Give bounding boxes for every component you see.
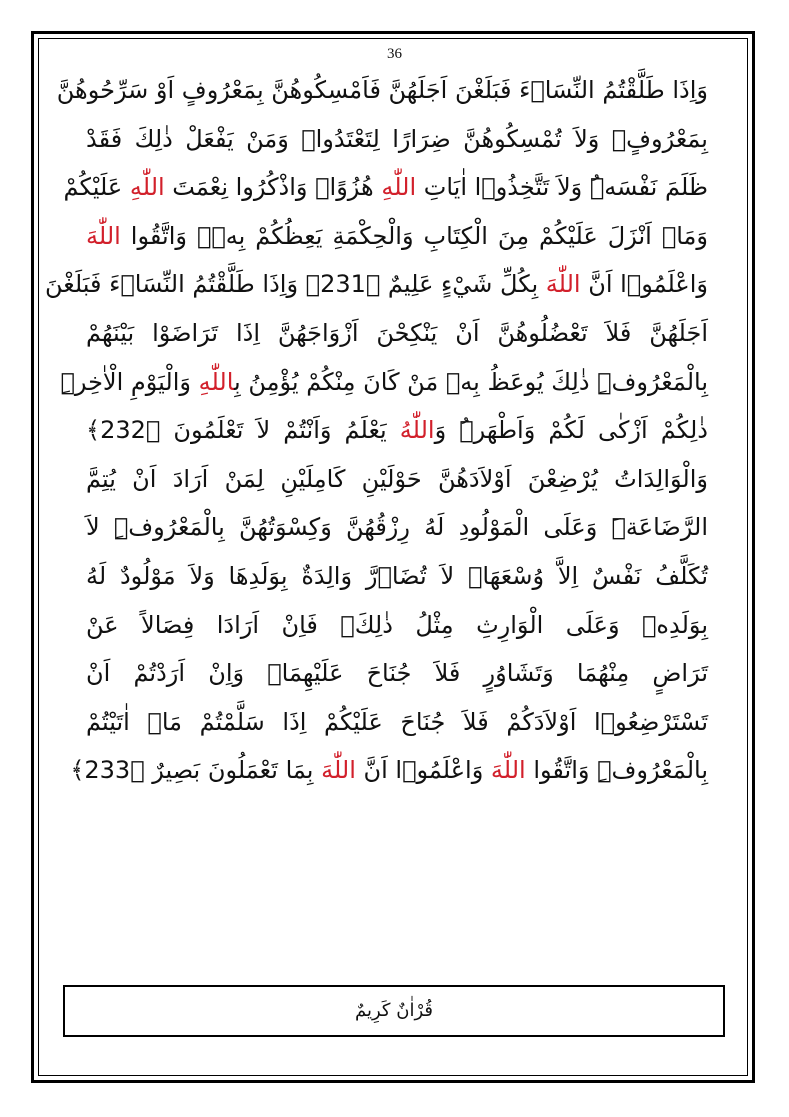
verse-line: تُكَلَّفُ نَفْسٌ اِلاَّ وُسْعَهَاۚ لاَ تُضَاۤرَّ وَالِدَةٌ بِوَلَدِهَا وَلاَ مَوْلُودٌ لَهُ [86,561,708,590]
divine-name: اللّٰه [490,756,526,785]
divine-name: اللّٰه [129,173,165,202]
divine-name: اللّٰه [545,270,581,299]
verse-line: تَرَاضٍ مِنْهُمَا وَتَشَاوُرٍ فَلاَ جُنَاحَ عَلَيْهِمَاۜ وَاِنْ اَرَدْتُمْ اَنْ [86,659,708,688]
page-number: 36 [387,46,402,62]
quran-text-block [44,66,708,795]
verse-line: اَجَلَهُنَّ فَلاَ تَعْضُلُوهُنَّ اَنْ يَنْكِحْنَ اَزْوَاجَهُنَّ اِذَا تَرَاضَوْا بَيْنَهُمْ [86,318,708,347]
verse-line: الرَّضَاعَةَۜ وَعَلَى الْمَوْلُودِ لَهُ رِزْقُهُنَّ وَكِسْوَتُهُنَّ بِالْمَعْرُوفِۜ لاَ [86,513,708,542]
verse-line: بِوَلَدِهٖ وَعَلَى الْوَارِثِ مِثْلُ ذٰلِكَۚ فَاِنْ اَرَادَا فِصَالاً عَنْ [86,610,708,639]
divine-name: اللّٰه [321,756,356,785]
footer-title-box [63,985,725,1037]
verse-line: وَمَاۤ اَنْزَلَ عَلَيْكُمْ مِنَ الْكِتَابِ وَالْحِكْمَةِ يَعِظُكُمْ بِهٖۜ وَاتَّقُوا اللّٰه [86,221,708,250]
verse-line: بِمَعْرُوفٍۖ وَلاَ تُمْسِكُوهُنَّ ضِرَارًا لِتَعْتَدُواۚ وَمَنْ يَفْعَلْ ذٰلِكَ فَقَدْ [86,124,708,153]
divine-name: اللّٰه [86,221,121,250]
verse-line: بِالْمَعْرُوفِۜ ذٰلِكَ يُوعَظُ بِهٖ مَنْ كَانَ مِنْكُمْ يُؤْمِنُ بِاللّٰهِ وَالْيَوْمِ الْاٰخِرِۜ [60,367,708,396]
footer-title: قُرْاٰنٌ كَرِيمٌ [355,1000,433,1021]
verse-line: ذٰلِكُمْ اَزْكٰى لَكُمْ وَاَطْهَرُۜ وَاللّٰهُ يَعْلَمُ وَاَنْتُمْ لاَ تَعْلَمُونَ ﴿232﴾ [86,416,708,445]
verse-line: وَاعْلَمُوۤا اَنَّ اللّٰهَ بِكُلِّ شَيْءٍ عَلِيمٌ ﴿231﴾ وَاِذَا طَلَّقْتُمُ النِّسَاۤءَ فَبَلَغْنَ [44,270,708,299]
verse-line: بِالْمَعْرُوفِۜ وَاتَّقُوا اللّٰهَ وَاعْلَمُوۤا اَنَّ اللّٰهَ بِمَا تَعْمَلُونَ بَصِيرٌ ﴿233﴾ [70,756,708,785]
verse-line: ظَلَمَ نَفْسَهُۜ وَلاَ تَتَّخِذُوۤا اٰيَاتِ اللّٰهِ هُزُوًاۘ وَاذْكُرُوا نِعْمَتَ اللّٰهِ عَلَيْكُمْ [63,173,708,202]
divine-name: اللّٰه [198,367,235,396]
verse-line: تَسْتَرْضِعُوۤا اَوْلاَدَكُمْ فَلاَ جُنَاحَ عَلَيْكُمْ اِذَا سَلَّمْتُمْ مَاۤ اٰتَيْتُمْ [86,707,708,736]
verse-line: وَاِذَا طَلَّقْتُمُ النِّسَاۤءَ فَبَلَغْنَ اَجَلَهُنَّ فَاَمْسِكُوهُنَّ بِمَعْرُوفٍ اَوْ سَرِّحُوهُنَّ [56,76,708,104]
divine-name: اللّٰه [399,416,435,445]
divine-name: اللّٰه [381,173,417,202]
verse-line: وَالْوَالِدَاتُ يُرْضِعْنَ اَوْلاَدَهُنَّ حَوْلَيْنِ كَامِلَيْنِ لِمَنْ اَرَادَ اَنْ يُتِمَّ [86,464,708,493]
